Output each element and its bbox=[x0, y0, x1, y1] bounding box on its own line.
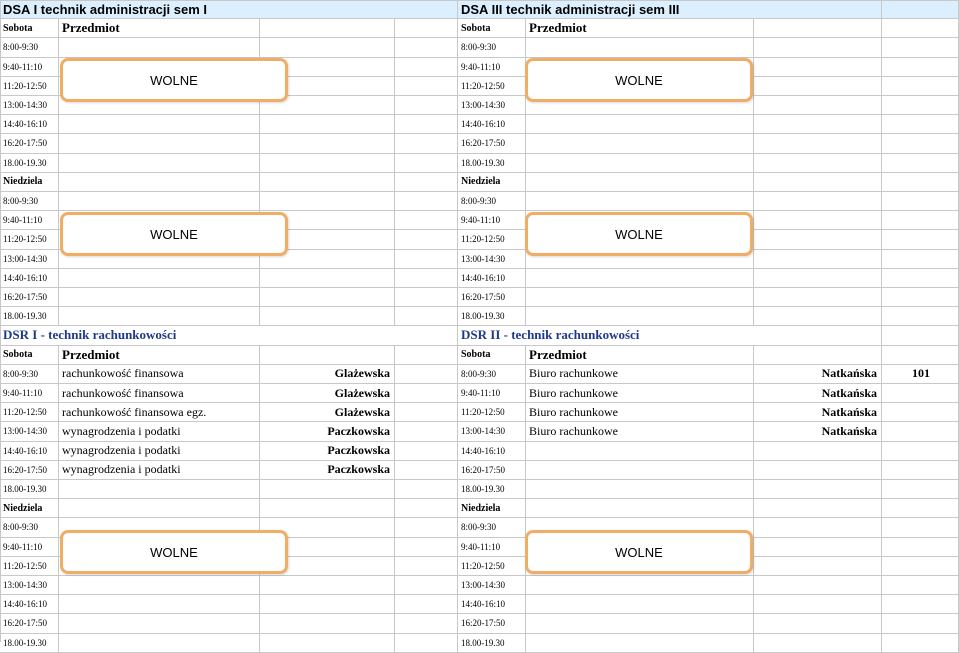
time-cell-left: 18.00-19.30 bbox=[0, 634, 59, 653]
subject-cell-right bbox=[526, 154, 754, 173]
teacher-cell-right: Natkańska bbox=[754, 384, 882, 403]
subject-cell-right bbox=[526, 614, 754, 633]
table-row bbox=[0, 576, 959, 595]
room-cell bbox=[882, 115, 959, 134]
time-cell-right: 16:20-17:50 bbox=[458, 288, 526, 307]
teacher-cell-right bbox=[754, 595, 882, 614]
table-row bbox=[0, 154, 959, 173]
teacher-cell-left: Glażewska bbox=[260, 365, 395, 384]
time-cell-right: 16:20-17:50 bbox=[458, 134, 526, 153]
time-cell-right: 11:20-12:50 bbox=[458, 230, 526, 249]
free-box-dsa1-saturday bbox=[60, 58, 288, 102]
table-row bbox=[0, 288, 959, 307]
room-cell bbox=[882, 576, 959, 595]
teacher-cell-right bbox=[754, 634, 882, 653]
room-cell bbox=[882, 518, 959, 537]
empty-cell bbox=[395, 595, 458, 614]
teacher-cell-left: Paczkowska bbox=[260, 422, 395, 441]
empty-cell bbox=[395, 365, 458, 384]
time-cell-left: Niedziela bbox=[0, 173, 59, 192]
free-label: WOLNE bbox=[615, 72, 663, 88]
teacher-cell-left bbox=[260, 499, 395, 518]
subject-cell-left bbox=[59, 154, 260, 173]
time-cell-right: 8:00-9:30 bbox=[458, 518, 526, 537]
empty-cell bbox=[395, 480, 458, 499]
subject-cell-right bbox=[526, 442, 754, 461]
teacher-cell-left bbox=[260, 269, 395, 288]
day-row bbox=[0, 173, 959, 192]
table-row bbox=[0, 480, 959, 499]
time-cell-left: 13:00-14:30 bbox=[0, 250, 59, 269]
time-cell-right: 11:20-12:50 bbox=[458, 77, 526, 96]
empty-cell bbox=[395, 230, 458, 249]
section-title-row bbox=[0, 326, 959, 345]
subject-cell-left bbox=[59, 576, 260, 595]
time-cell-left: 14:40-16:10 bbox=[0, 269, 59, 288]
teacher-cell-left bbox=[260, 19, 395, 38]
time-cell-right: 18.00-19.30 bbox=[458, 307, 526, 326]
room-cell bbox=[882, 422, 959, 441]
time-cell-right: 18.00-19.30 bbox=[458, 634, 526, 653]
room-cell bbox=[882, 96, 959, 115]
empty-cell bbox=[395, 403, 458, 422]
teacher-cell-left bbox=[260, 346, 395, 365]
free-box-dsr1-sunday bbox=[60, 530, 288, 574]
subject-cell-right bbox=[526, 269, 754, 288]
free-label: WOLNE bbox=[150, 72, 198, 88]
room-cell bbox=[882, 230, 959, 249]
time-cell-left: 8:00-9:30 bbox=[0, 192, 59, 211]
teacher-cell-right: Natkańska bbox=[754, 403, 882, 422]
free-box-dsa3-saturday bbox=[525, 58, 753, 102]
section-title-right: DSR II - technik rachunkowości bbox=[458, 326, 882, 345]
subject-cell-right: Biuro rachunkowe bbox=[526, 365, 754, 384]
room-cell bbox=[882, 77, 959, 96]
time-cell-left: 8:00-9:30 bbox=[0, 518, 59, 537]
time-cell-left: 8:00-9:30 bbox=[0, 365, 59, 384]
room-cell bbox=[882, 38, 959, 57]
teacher-cell-left bbox=[260, 307, 395, 326]
time-cell-right: 14:40-16:10 bbox=[458, 442, 526, 461]
teacher-cell-left bbox=[260, 480, 395, 499]
empty-cell bbox=[395, 38, 458, 57]
table-row bbox=[0, 192, 959, 211]
time-cell-left: 11:20-12:50 bbox=[0, 77, 59, 96]
time-cell-right: 14:40-16:10 bbox=[458, 269, 526, 288]
teacher-cell-right bbox=[754, 192, 882, 211]
teacher-cell-left: Glażewska bbox=[260, 384, 395, 403]
room-cell bbox=[882, 211, 959, 230]
time-cell-right: 13:00-14:30 bbox=[458, 96, 526, 115]
room-cell bbox=[882, 634, 959, 653]
time-cell-left: 13:00-14:30 bbox=[0, 422, 59, 441]
section-title-right: DSA III technik administracji sem III bbox=[458, 0, 882, 19]
section-title-left: DSA I technik administracji sem I bbox=[0, 0, 458, 19]
subject-cell-right bbox=[526, 461, 754, 480]
time-cell-right: 8:00-9:30 bbox=[458, 38, 526, 57]
teacher-cell-right bbox=[754, 499, 882, 518]
table-row bbox=[0, 595, 959, 614]
time-cell-left: 11:20-12:50 bbox=[0, 230, 59, 249]
empty-cell bbox=[395, 557, 458, 576]
time-cell-left: 16:20-17:50 bbox=[0, 614, 59, 633]
time-cell-right: 9:40-11:10 bbox=[458, 211, 526, 230]
subject-cell-left bbox=[59, 192, 260, 211]
teacher-cell-left bbox=[260, 576, 395, 595]
table-row bbox=[0, 403, 959, 422]
subject-cell-right: Biuro rachunkowe bbox=[526, 422, 754, 441]
teacher-cell-right bbox=[754, 154, 882, 173]
time-cell-right: 11:20-12:50 bbox=[458, 557, 526, 576]
subject-cell-left bbox=[59, 134, 260, 153]
teacher-cell-right bbox=[754, 230, 882, 249]
time-cell-right: 9:40-11:10 bbox=[458, 538, 526, 557]
teacher-cell-left bbox=[260, 173, 395, 192]
section-title-pad bbox=[882, 326, 959, 345]
subject-cell-right bbox=[526, 499, 754, 518]
teacher-cell-right bbox=[754, 19, 882, 38]
teacher-cell-left bbox=[260, 38, 395, 57]
free-box-dsr2-sunday bbox=[525, 530, 753, 574]
time-cell-right: 16:20-17:50 bbox=[458, 461, 526, 480]
time-cell-right: 11:20-12:50 bbox=[458, 403, 526, 422]
subject-cell-right bbox=[526, 634, 754, 653]
teacher-cell-left bbox=[260, 595, 395, 614]
teacher-cell-left: Glażewska bbox=[260, 403, 395, 422]
time-cell-right: Niedziela bbox=[458, 499, 526, 518]
time-cell-left: 14:40-16:10 bbox=[0, 115, 59, 134]
table-row bbox=[0, 614, 959, 633]
room-cell bbox=[882, 250, 959, 269]
empty-cell bbox=[395, 442, 458, 461]
time-cell-right: 9:40-11:10 bbox=[458, 58, 526, 77]
time-cell-right: 16:20-17:50 bbox=[458, 614, 526, 633]
subject-cell-left bbox=[59, 499, 260, 518]
teacher-cell-left bbox=[260, 614, 395, 633]
free-box-dsa3-sunday bbox=[525, 212, 753, 256]
table-row bbox=[0, 38, 959, 57]
empty-cell bbox=[395, 19, 458, 38]
time-cell-left: 11:20-12:50 bbox=[0, 557, 59, 576]
empty-cell bbox=[395, 96, 458, 115]
teacher-cell-right bbox=[754, 614, 882, 633]
subject-cell-right bbox=[526, 595, 754, 614]
table-row bbox=[0, 422, 959, 441]
time-cell-right: 8:00-9:30 bbox=[458, 365, 526, 384]
teacher-cell-right bbox=[754, 442, 882, 461]
room-cell bbox=[882, 499, 959, 518]
empty-cell bbox=[395, 307, 458, 326]
room-cell: 101 bbox=[882, 365, 959, 384]
time-cell-right: 18.00-19.30 bbox=[458, 154, 526, 173]
teacher-cell-right bbox=[754, 115, 882, 134]
table-row bbox=[0, 365, 959, 384]
table-row bbox=[0, 269, 959, 288]
teacher-cell-right bbox=[754, 38, 882, 57]
teacher-cell-right: Natkańska bbox=[754, 365, 882, 384]
room-cell bbox=[882, 307, 959, 326]
room-cell bbox=[882, 288, 959, 307]
subject-cell-right bbox=[526, 307, 754, 326]
day-row bbox=[0, 499, 959, 518]
table-row bbox=[0, 461, 959, 480]
time-cell-right: 13:00-14:30 bbox=[458, 576, 526, 595]
subject-cell-left: rachunkowość finansowa egz. bbox=[59, 403, 260, 422]
empty-cell bbox=[395, 422, 458, 441]
subject-cell-left bbox=[59, 307, 260, 326]
time-cell-left: 11:20-12:50 bbox=[0, 403, 59, 422]
empty-cell bbox=[395, 634, 458, 653]
subject-cell-right: Biuro rachunkowe bbox=[526, 403, 754, 422]
room-cell bbox=[882, 19, 959, 38]
empty-cell bbox=[395, 134, 458, 153]
table-row bbox=[0, 442, 959, 461]
room-cell bbox=[882, 346, 959, 365]
time-cell-left: 9:40-11:10 bbox=[0, 384, 59, 403]
time-cell-right: 14:40-16:10 bbox=[458, 595, 526, 614]
subject-cell-left: rachunkowość finansowa bbox=[59, 384, 260, 403]
time-cell-left: 14:40-16:10 bbox=[0, 442, 59, 461]
table-row bbox=[0, 634, 959, 653]
subject-cell-right bbox=[526, 480, 754, 499]
subject-cell-right bbox=[526, 173, 754, 192]
time-cell-left: Niedziela bbox=[0, 499, 59, 518]
free-box-dsa1-sunday bbox=[60, 212, 288, 256]
teacher-cell-right bbox=[754, 134, 882, 153]
room-cell bbox=[882, 403, 959, 422]
subject-cell-right: Przedmiot bbox=[526, 19, 754, 38]
room-cell bbox=[882, 384, 959, 403]
empty-cell bbox=[395, 288, 458, 307]
teacher-cell-right bbox=[754, 173, 882, 192]
time-cell-right: Niedziela bbox=[458, 173, 526, 192]
empty-cell bbox=[395, 384, 458, 403]
subject-cell-right bbox=[526, 38, 754, 57]
time-cell-left: 9:40-11:10 bbox=[0, 538, 59, 557]
teacher-cell-left bbox=[260, 154, 395, 173]
subject-cell-right bbox=[526, 288, 754, 307]
empty-cell bbox=[395, 154, 458, 173]
empty-cell bbox=[395, 250, 458, 269]
time-cell-left: 13:00-14:30 bbox=[0, 576, 59, 595]
subject-cell-left: wynagrodzenia i podatki bbox=[59, 461, 260, 480]
teacher-cell-right bbox=[754, 211, 882, 230]
empty-cell bbox=[395, 461, 458, 480]
empty-cell bbox=[395, 538, 458, 557]
empty-cell bbox=[395, 576, 458, 595]
room-cell bbox=[882, 154, 959, 173]
time-cell-left: 18.00-19.30 bbox=[0, 154, 59, 173]
table-row bbox=[0, 384, 959, 403]
subject-cell-left: Przedmiot bbox=[59, 346, 260, 365]
time-cell-right: 14:40-16:10 bbox=[458, 115, 526, 134]
subject-cell-left bbox=[59, 115, 260, 134]
teacher-cell-right bbox=[754, 96, 882, 115]
empty-cell bbox=[395, 499, 458, 518]
time-cell-right: 18.00-19.30 bbox=[458, 480, 526, 499]
teacher-cell-right bbox=[754, 346, 882, 365]
room-cell bbox=[882, 557, 959, 576]
empty-cell bbox=[395, 115, 458, 134]
time-cell-left: 14:40-16:10 bbox=[0, 595, 59, 614]
header-row bbox=[0, 19, 959, 38]
time-cell-left: 16:20-17:50 bbox=[0, 134, 59, 153]
room-cell bbox=[882, 538, 959, 557]
teacher-cell-right bbox=[754, 576, 882, 595]
subject-cell-right bbox=[526, 115, 754, 134]
empty-cell bbox=[395, 192, 458, 211]
table-row bbox=[0, 134, 959, 153]
subject-cell-left: wynagrodzenia i podatki bbox=[59, 442, 260, 461]
room-cell bbox=[882, 269, 959, 288]
empty-cell bbox=[395, 211, 458, 230]
teacher-cell-right bbox=[754, 77, 882, 96]
section-title-row bbox=[0, 0, 959, 19]
teacher-cell-right bbox=[754, 250, 882, 269]
teacher-cell-left bbox=[260, 115, 395, 134]
time-cell-left: 18.00-19.30 bbox=[0, 480, 59, 499]
subject-cell-left: rachunkowość finansowa bbox=[59, 365, 260, 384]
time-cell-left: Sobota bbox=[0, 19, 59, 38]
empty-cell bbox=[395, 77, 458, 96]
room-cell bbox=[882, 595, 959, 614]
free-label: WOLNE bbox=[150, 226, 198, 242]
free-label: WOLNE bbox=[615, 226, 663, 242]
room-cell bbox=[882, 614, 959, 633]
subject-cell-right: Biuro rachunkowe bbox=[526, 384, 754, 403]
time-cell-right: Sobota bbox=[458, 346, 526, 365]
teacher-cell-right bbox=[754, 480, 882, 499]
time-cell-right: 13:00-14:30 bbox=[458, 250, 526, 269]
section-title-pad bbox=[882, 0, 959, 19]
subject-cell-left bbox=[59, 38, 260, 57]
teacher-cell-right bbox=[754, 538, 882, 557]
empty-cell bbox=[395, 614, 458, 633]
subject-cell-left bbox=[59, 269, 260, 288]
teacher-cell-left: Paczkowska bbox=[260, 442, 395, 461]
time-cell-left: 9:40-11:10 bbox=[0, 58, 59, 77]
room-cell bbox=[882, 192, 959, 211]
teacher-cell-right bbox=[754, 307, 882, 326]
teacher-cell-left bbox=[260, 134, 395, 153]
subject-cell-right bbox=[526, 134, 754, 153]
time-cell-left: 9:40-11:10 bbox=[0, 211, 59, 230]
time-cell-left: 16:20-17:50 bbox=[0, 288, 59, 307]
time-cell-right: 13:00-14:30 bbox=[458, 422, 526, 441]
room-cell bbox=[882, 480, 959, 499]
table-row bbox=[0, 115, 959, 134]
subject-cell-left bbox=[59, 173, 260, 192]
time-cell-left: 13:00-14:30 bbox=[0, 96, 59, 115]
subject-cell-left bbox=[59, 634, 260, 653]
room-cell bbox=[882, 58, 959, 77]
teacher-cell-right: Natkańska bbox=[754, 422, 882, 441]
time-cell-left: 18.00-19.30 bbox=[0, 307, 59, 326]
empty-cell bbox=[395, 58, 458, 77]
teacher-cell-right bbox=[754, 461, 882, 480]
teacher-cell-right bbox=[754, 288, 882, 307]
teacher-cell-right bbox=[754, 58, 882, 77]
empty-cell bbox=[395, 346, 458, 365]
subject-cell-right: Przedmiot bbox=[526, 346, 754, 365]
subject-cell-left: wynagrodzenia i podatki bbox=[59, 422, 260, 441]
room-cell bbox=[882, 442, 959, 461]
empty-cell bbox=[395, 518, 458, 537]
time-cell-left: 16:20-17:50 bbox=[0, 461, 59, 480]
time-cell-right: Sobota bbox=[458, 19, 526, 38]
time-cell-left: 8:00-9:30 bbox=[0, 38, 59, 57]
header-row bbox=[0, 346, 959, 365]
teacher-cell-left bbox=[260, 634, 395, 653]
table-row bbox=[0, 307, 959, 326]
empty-cell bbox=[395, 173, 458, 192]
time-cell-right: 9:40-11:10 bbox=[458, 384, 526, 403]
section-title-left: DSR I - technik rachunkowości bbox=[0, 326, 458, 345]
subject-cell-left: Przedmiot bbox=[59, 19, 260, 38]
teacher-cell-right bbox=[754, 518, 882, 537]
teacher-cell-right bbox=[754, 269, 882, 288]
teacher-cell-left bbox=[260, 192, 395, 211]
free-label: WOLNE bbox=[615, 544, 663, 560]
room-cell bbox=[882, 134, 959, 153]
subject-cell-left bbox=[59, 614, 260, 633]
time-cell-right: 8:00-9:30 bbox=[458, 192, 526, 211]
subject-cell-right bbox=[526, 576, 754, 595]
room-cell bbox=[882, 461, 959, 480]
subject-cell-right bbox=[526, 192, 754, 211]
free-label: WOLNE bbox=[150, 544, 198, 560]
room-cell bbox=[882, 173, 959, 192]
subject-cell-left bbox=[59, 288, 260, 307]
teacher-cell-right bbox=[754, 557, 882, 576]
time-cell-left: Sobota bbox=[0, 346, 59, 365]
teacher-cell-left: Paczkowska bbox=[260, 461, 395, 480]
subject-cell-left bbox=[59, 480, 260, 499]
empty-cell bbox=[395, 269, 458, 288]
teacher-cell-left bbox=[260, 288, 395, 307]
subject-cell-left bbox=[59, 595, 260, 614]
